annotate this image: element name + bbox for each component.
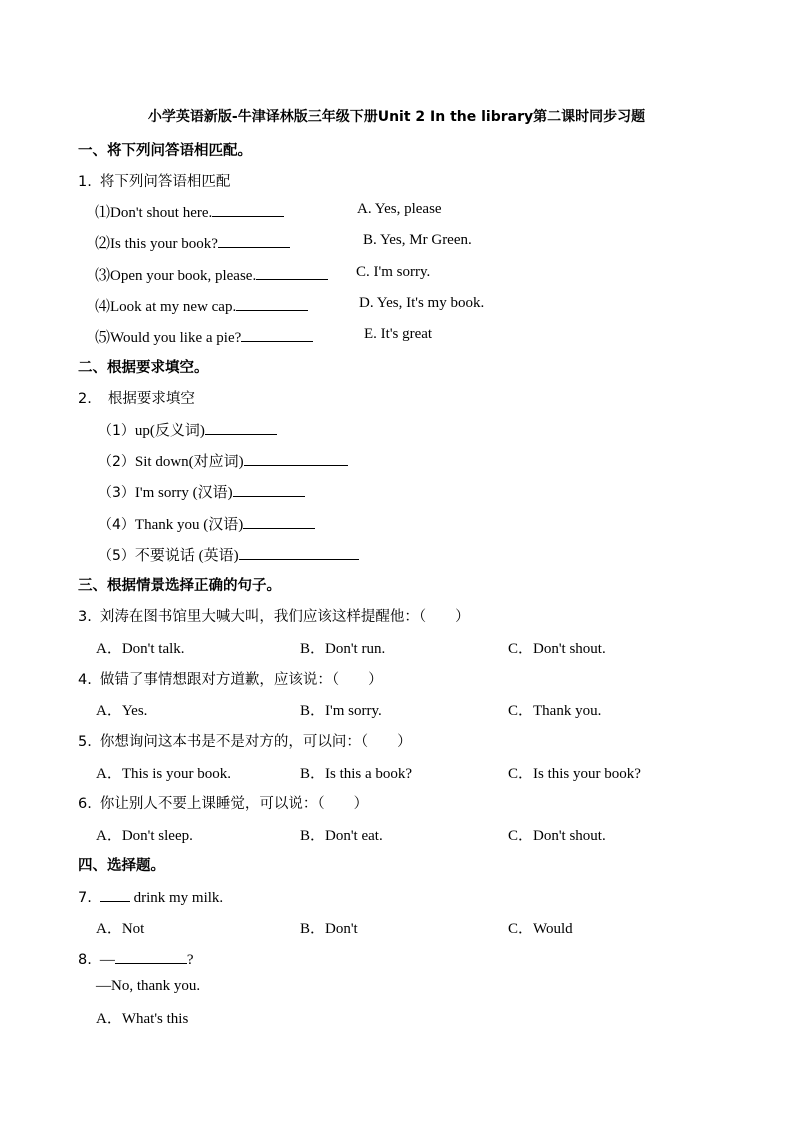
page-title: 小学英语新版-牛津译林版三年级下册Unit 2 In the library第二课时同步习题 — [147, 109, 646, 125]
question-stem: 你想询问这本书是不是对方的，可以问：（ ） — [99, 734, 412, 750]
option-b[interactable]: B．I'm sorry. — [300, 703, 382, 719]
question-number: 6. — [78, 796, 92, 812]
option-b[interactable]: B．Don't eat. — [300, 828, 383, 844]
question-6 — [78, 792, 368, 813]
question-stem: 刘涛在图书馆里大喊大叫，我们应该这样提醒他：（ ） — [99, 609, 470, 625]
question-stem: drink my milk. — [129, 890, 224, 906]
section-heading-4: 四、选择题。 — [78, 858, 165, 874]
section-heading-3: 三、根据情景选择正确的句子。 — [78, 578, 281, 594]
answer-blank[interactable] — [244, 450, 348, 466]
match-right-c: C. I'm sorry. — [356, 264, 431, 280]
answer-blank[interactable] — [205, 419, 277, 435]
option-c[interactable]: C．Thank you. — [508, 703, 602, 719]
fill-item-1: （1）up(反义词) — [98, 419, 277, 440]
question-1 — [78, 170, 230, 191]
dialogue-reply: —No, thank you. — [96, 978, 201, 994]
match-right-e: E. It's great — [364, 326, 433, 342]
question-number: 7. — [78, 890, 92, 906]
question-2 — [78, 387, 195, 408]
answer-blank[interactable] — [100, 886, 130, 902]
option-a[interactable]: A．What's this — [96, 1011, 189, 1027]
option-a[interactable]: A．This is your book. — [96, 766, 232, 782]
option-a[interactable]: A．Yes. — [96, 703, 148, 719]
answer-blank[interactable] — [256, 264, 328, 280]
option-a[interactable]: A．Don't talk. — [96, 641, 185, 657]
fill-item-3: （3）I'm sorry (汉语) — [98, 481, 305, 502]
match-right-d: D. Yes, It's my book. — [359, 295, 485, 311]
question-number: 8. — [78, 952, 92, 968]
section-heading-1: 一、将下列问答语相匹配。 — [78, 143, 252, 159]
option-a[interactable]: A．Don't sleep. — [96, 828, 193, 844]
answer-blank[interactable] — [239, 544, 359, 560]
option-c[interactable]: C．Would — [508, 921, 573, 937]
question-number: 4. — [78, 672, 92, 688]
answer-blank[interactable] — [233, 481, 305, 497]
question-stem: 将下列问答语相匹配 — [99, 174, 231, 190]
answer-blank[interactable] — [243, 513, 315, 529]
answer-blank[interactable] — [236, 295, 308, 311]
question-5 — [78, 730, 412, 751]
answer-blank[interactable] — [115, 948, 187, 964]
answer-blank[interactable] — [212, 201, 284, 217]
fill-item-4: （4）Thank you (汉语) — [98, 513, 315, 534]
question-8: 8. — ? — [78, 948, 194, 969]
option-c[interactable]: C．Don't shout. — [508, 828, 606, 844]
answer-blank[interactable] — [241, 326, 313, 342]
match-left-1: ⑴Don't shout here. — [95, 201, 284, 222]
option-b[interactable]: B．Don't run. — [300, 641, 386, 657]
fill-item-2: （2）Sit down(对应词) — [98, 450, 348, 471]
question-number: 2. — [78, 391, 92, 407]
section-heading-2: 二、根据要求填空。 — [78, 360, 209, 376]
option-c[interactable]: C．Is this your book? — [508, 766, 641, 782]
match-right-b: B. Yes, Mr Green. — [363, 232, 472, 248]
question-7 — [78, 886, 223, 907]
question-number: 3. — [78, 609, 92, 625]
option-a[interactable]: A．Not — [96, 921, 145, 937]
option-c[interactable]: C．Don't shout. — [508, 641, 606, 657]
question-3 — [78, 605, 470, 626]
match-left-4: ⑷Look at my new cap. — [95, 295, 308, 316]
question-4 — [78, 668, 383, 689]
answer-blank[interactable] — [218, 232, 290, 248]
match-left-5: ⑸Would you like a pie? — [95, 326, 313, 347]
question-stem: 你让别人不要上课睡觉，可以说：（ ） — [99, 796, 369, 812]
option-b[interactable]: B．Don't — [300, 921, 358, 937]
match-left-2: ⑵Is this your book? — [95, 232, 290, 253]
match-right-a: A. Yes, please — [357, 201, 442, 217]
question-number: 5. — [78, 734, 92, 750]
fill-item-5: （5）不要说话 (英语) — [98, 544, 359, 565]
option-b[interactable]: B．Is this a book? — [300, 766, 413, 782]
question-stem: 根据要求填空 — [107, 391, 195, 407]
match-left-3: ⑶Open your book, please. — [95, 264, 328, 285]
question-number: 1. — [78, 174, 92, 190]
question-stem: 做错了事情想跟对方道歉，应该说：（ ） — [99, 672, 383, 688]
